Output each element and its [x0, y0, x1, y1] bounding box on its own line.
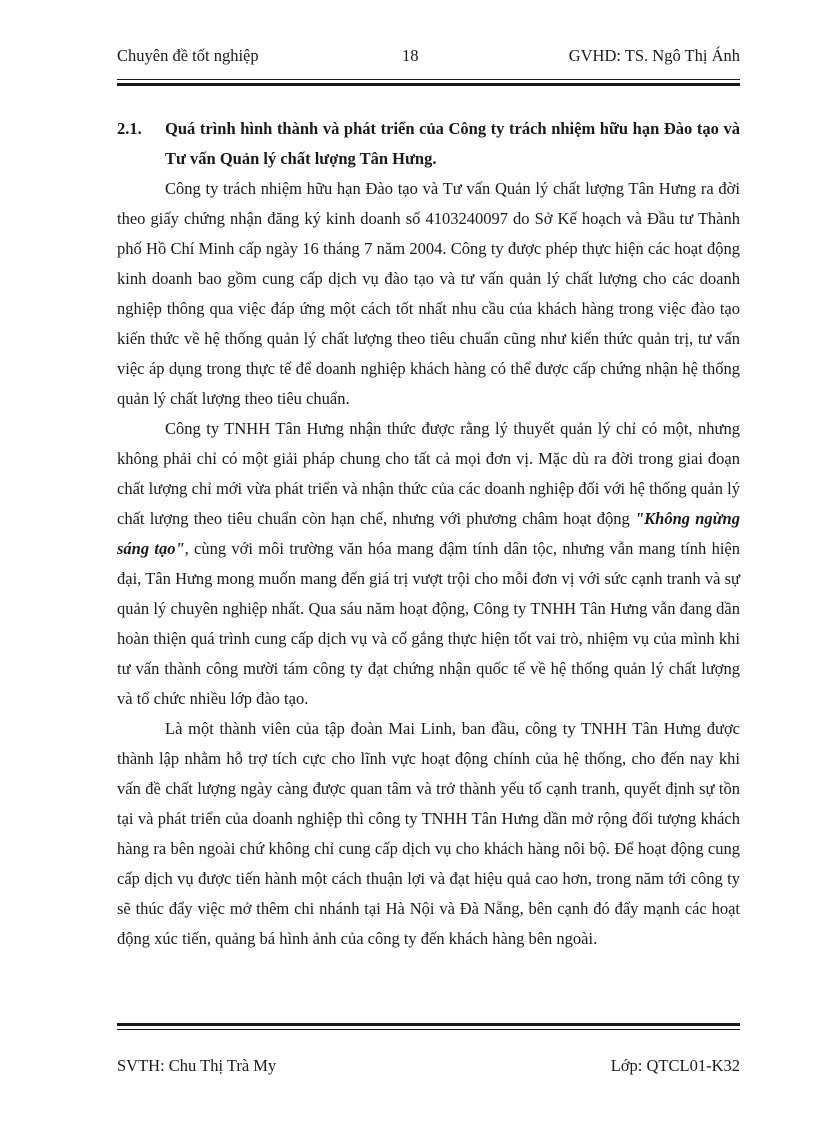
motto-emphasis: "Không ngừng sáng tạo": [117, 509, 740, 558]
page-body: [117, 114, 740, 954]
page-number: 18: [402, 46, 419, 65]
footer-class: Lớp: QTCL01-K32: [610, 1056, 740, 1075]
section-number: 2.1.: [117, 119, 142, 138]
header-document-type: Chuyên đề tốt nghiệp: [117, 46, 259, 65]
footer-student: SVTH: Chu Thị Trà My: [117, 1056, 277, 1075]
section-heading: [117, 114, 740, 174]
paragraph-2-text-before: Công ty TNHH Tân Hưng nhận thức được rằng lý thuyết quản lý chỉ có một, nhưng không phải chỉ có một giải pháp chung cho tất cả mọi đơn vị. Mặc dù ra đời trong giai đoạn chất lượng chỉ mới vừa phát triển và nhận thức của các doanh nghiệp đối với hệ thống quản lý chất lượng theo tiêu chuẩn còn hạn chế, nhưng với phương châm hoạt động: [117, 419, 740, 528]
paragraph-3: Là một thành viên của tập đoàn Mai Linh, ban đầu, công ty TNHH Tân Hưng được thành lập nhằm hỗ trợ tích cực cho lĩnh vực hoạt động chính của hệ thống, cho đến nay khi vấn đề chất lượng ngày càng được quan tâm và trở thành yếu tố cạnh tranh, quyết định sự tồn tại và phát triển của doanh nghiệp thì công ty TNHH Tân Hưng dần mở rộng đối tượng khách hàng ra bên ngoài chứ không chỉ cung cấp dịch vụ cho khách hàng nôi bộ. Để hoạt động cung cấp dịch vụ được tiến hành một cách thuận lợi và đạt hiệu quả cao hơn, trong năm tới công ty sẽ thúc đẩy việc mở thêm chi nhánh tại Hà Nội và Đà Nẵng, bên cạnh đó đẩy mạnh các hoạt động xúc tiến, quảng bá hình ảnh của công ty đến khách hàng bên ngoài.: [117, 719, 740, 948]
paragraph-2: [117, 414, 740, 714]
page-header: [117, 46, 740, 70]
header-advisor: GVHD: TS. Ngô Thị Ánh: [568, 46, 740, 65]
footer-divider: [117, 1023, 740, 1030]
section-title: Quá trình hình thành và phát triển của Công ty trách nhiệm hữu hạn Đào tạo và Tư vấn Quản lý chất lượng Tân Hưng.: [165, 119, 740, 168]
paragraph-2-text-after: , cùng với môi trường văn hóa mang đậm tính dân tộc, nhưng vẫn mang tính hiện đại, Tân Hưng mong muốn mang đến giá trị vượt trội cho mỗi đơn vị với sức cạnh tranh và sự quản lý chuyên nghiệp nhất. Qua sáu năm hoạt động, Công ty TNHH Tân Hưng vẫn đang dần hoàn thiện quá trình cung cấp dịch vụ và cố gắng thực hiện tốt vai trò, nhiệm vụ của mình khi tư vấn thành công mười tám công ty đạt chứng nhận quốc tế về hệ thống quản lý chất lượng và tổ chức nhiều lớp đào tạo.: [117, 539, 740, 708]
page-footer: [117, 1056, 740, 1080]
header-divider: [117, 79, 740, 86]
paragraph-1: Công ty trách nhiệm hữu hạn Đào tạo và Tư vấn Quản lý chất lượng Tân Hưng ra đời theo giấy chứng nhận đăng ký kinh doanh số 4103240097 do Sở Kế hoạch và Đầu tư Thành phố Hồ Chí Minh cấp ngày 16 tháng 7 năm 2004. Công ty được phép thực hiện các hoạt động kinh doanh bao gồm cung cấp dịch vụ đào tạo và tư vấn quản lý chất lượng cho các doanh nghiệp thông qua việc đáp ứng một cách tốt nhất nhu cầu của khách hàng trong việc đào tạo kiến thức về hệ thống quản lý chất lượng theo tiêu chuẩn cũng như kiến thức quản trị, tư vấn việc áp dụng trong thực tế để doanh nghiệp khách hàng có thể được cấp chứng nhận hệ thống quản lý chất lượng theo tiêu chuẩn.: [117, 179, 740, 408]
